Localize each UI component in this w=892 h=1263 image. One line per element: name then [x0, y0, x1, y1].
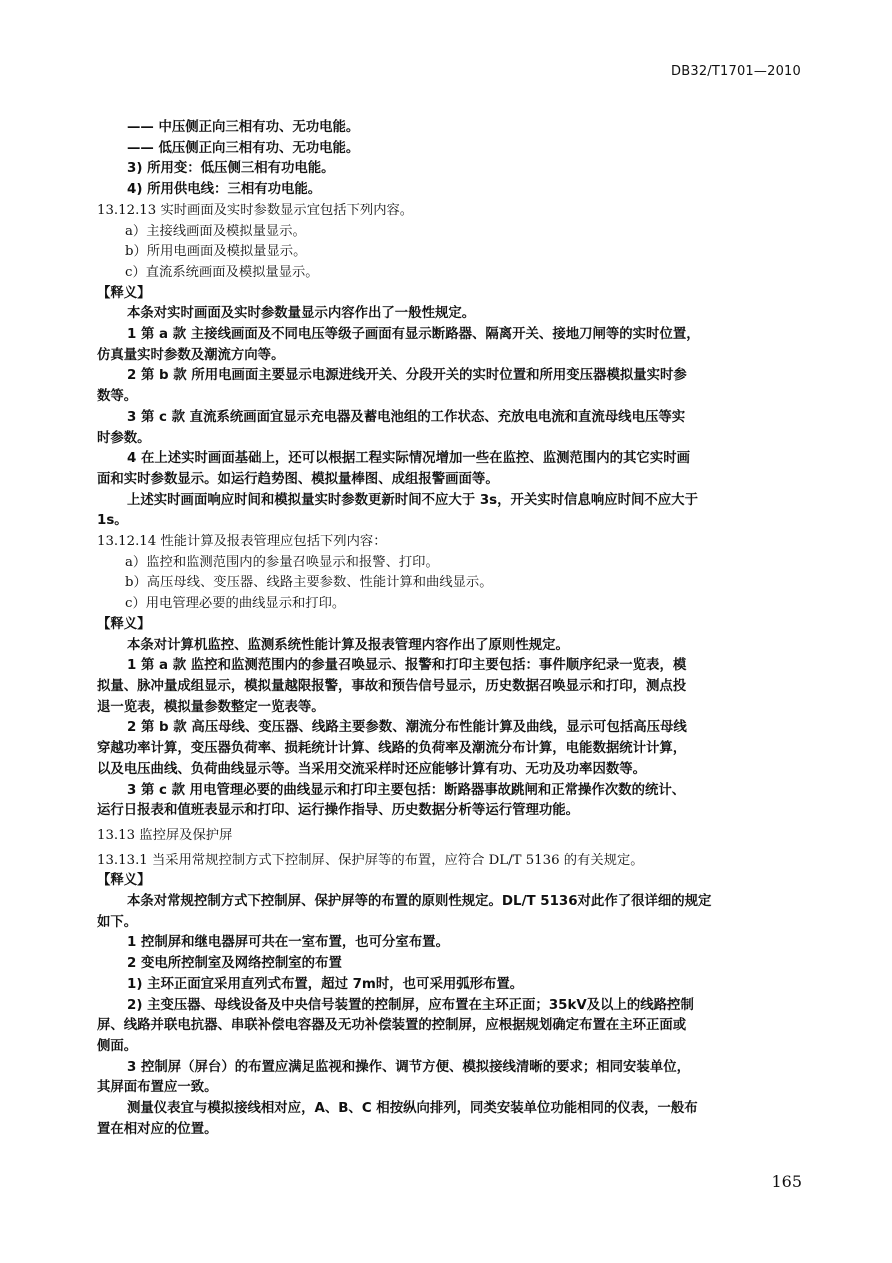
text-line: 拟量、脉冲量成组显示，模拟量越限报警，事故和预告信号显示，历史数据召唤显示和打印，测点投	[97, 678, 687, 694]
text-line: 4) 所用供电线：三相有功电能。	[127, 182, 322, 198]
text-line: —— 中压侧正向三相有功、无功电能。	[127, 120, 360, 135]
text-line: 测量仪表宜与模拟接线相对应，A、B、C 相按纵向排列，同类安装单位功能相同的仪表，一般布	[127, 1101, 698, 1117]
text-line: —— 低压侧正向三相有功、无功电能。	[127, 140, 360, 156]
text-line: 侧面。	[97, 1038, 138, 1054]
text-line: 【释义】	[97, 616, 151, 632]
text-line: 2 变电所控制室及网络控制室的布置	[127, 956, 342, 972]
text-line: b）高压母线、变压器、线路主要参数、性能计算和曲线显示。	[125, 575, 493, 591]
text-line: c）直流系统画面及模拟量显示。	[125, 264, 319, 280]
text-line: 置在相对应的位置。	[97, 1121, 218, 1137]
text-line: 退一览表，模拟量参数整定一览表等。	[97, 699, 325, 715]
text-line: 13.13 监控屏及保护屏	[97, 827, 233, 843]
text-line: 本条对计算机监控、监测系统性能计算及报表管理内容作出了原则性规定。	[127, 637, 569, 653]
text-line: 3 第 c 款 直流系统画面宜显示充电器及蓄电池组的工作状态、充放电电流和直流母线电压等实	[127, 409, 686, 425]
text-line: 穿越功率计算，变压器负荷率、损耗统计计算、线路的负荷率及潮流分布计算，电能数据统计计算，	[97, 741, 687, 757]
text-line: a）主接线画面及模拟量显示。	[125, 223, 306, 239]
text-line: 2 第 b 款 高压母线、变压器、线路主要参数、潮流分布性能计算及曲线，显示可包括高压母线	[127, 720, 687, 736]
text-line: b）所用电画面及模拟量显示。	[125, 244, 307, 260]
text-line: 运行日报表和值班表显示和打印、运行操作指导、历史数据分析等运行管理功能。	[97, 803, 580, 819]
text-line: 仿真量实时参数及潮流方向等。	[97, 347, 285, 363]
text-line: 2 第 b 款 所用电画面主要显示电源进线开关、分段开关的实时位置和所用变压器模拟量实时参	[127, 368, 687, 384]
text-line: 【释义】	[97, 285, 151, 301]
text-line: 4 在上述实时画面基础上，还可以根据工程实际情况增加一些在监控、监测范围内的其它实时画	[127, 451, 690, 467]
text-line: 3 控制屏（屏台）的布置应满足监视和操作、调节方便、模拟接线清晰的要求；相同安装单位，	[127, 1059, 690, 1075]
text-line: 1s。	[97, 513, 128, 529]
document-body	[97, 118, 801, 1140]
text-line: 本条对实时画面及实时参数量显示内容作出了一般性规定。	[127, 306, 476, 322]
text-line: 13.13.1 当采用常规控制方式下控制屏、保护屏等的布置，应符合 DL/T 5136 的有关规定。	[97, 852, 644, 868]
page-number: 165	[771, 1172, 802, 1191]
text-line: 3 第 c 款 用电管理必要的曲线显示和打印主要包括：断路器事故跳闸和正常操作次数的统计、	[127, 782, 686, 798]
text-line: 1) 主环正面宜采用直列式布置，超过 7m时，也可采用弧形布置。	[127, 976, 524, 992]
text-line: 1 第 a 款 监控和监测范围内的参量召唤显示、报警和打印主要包括：事件顺序纪录一览表，模	[127, 658, 687, 674]
text-line: 上述实时画面响应时间和模拟量实时参数更新时间不应大于 3s，开关实时信息响应时间不应大于	[127, 492, 698, 508]
text-line: 以及电压曲线、负荷曲线显示等。当采用交流采样时还应能够计算有功、无功及功率因数等。	[97, 761, 647, 777]
text-line: 面和实时参数显示。如运行趋势图、模拟量棒图、成组报警画面等。	[97, 471, 499, 487]
text-line: c）用电管理必要的曲线显示和打印。	[125, 596, 346, 612]
text-line: 1 控制屏和继电器屏可共在一室布置，也可分室布置。	[127, 935, 449, 951]
text-line: 其屏面布置应一致。	[97, 1080, 218, 1096]
text-line: 时参数。	[97, 430, 151, 446]
text-line: 2) 主变压器、母线设备及中央信号装置的控制屏，应布置在主环正面；35kV及以上的线路控制	[127, 997, 694, 1013]
text-line: 13.12.14 性能计算及报表管理应包括下列内容：	[97, 534, 387, 550]
text-line: 13.12.13 实时画面及实时参数显示宜包括下列内容。	[97, 202, 414, 218]
text-line: 3) 所用变：低压侧三相有功电能。	[127, 161, 335, 177]
text-line: 1 第 a 款 主接线画面及不同电压等级子画面有显示断路器、隔离开关、接地刀闸等的实时位置，	[127, 327, 700, 343]
document-code-header: DB32/T1701—2010	[671, 64, 801, 79]
text-line: a）监控和监测范围内的参量召唤显示和报警、打印。	[125, 554, 439, 570]
text-line: 本条对常规控制方式下控制屏、保护屏等的布置的原则性规定。DL/T 5136对此作了很详细的规定	[127, 894, 712, 910]
text-line: 数等。	[97, 389, 138, 405]
text-line: 屏、线路并联电抗器、串联补偿电容器及无功补偿装置的控制屏，应根据规划确定布置在主环正面或	[97, 1018, 687, 1034]
text-line: 【释义】	[97, 873, 151, 889]
text-line: 如下。	[97, 914, 138, 930]
